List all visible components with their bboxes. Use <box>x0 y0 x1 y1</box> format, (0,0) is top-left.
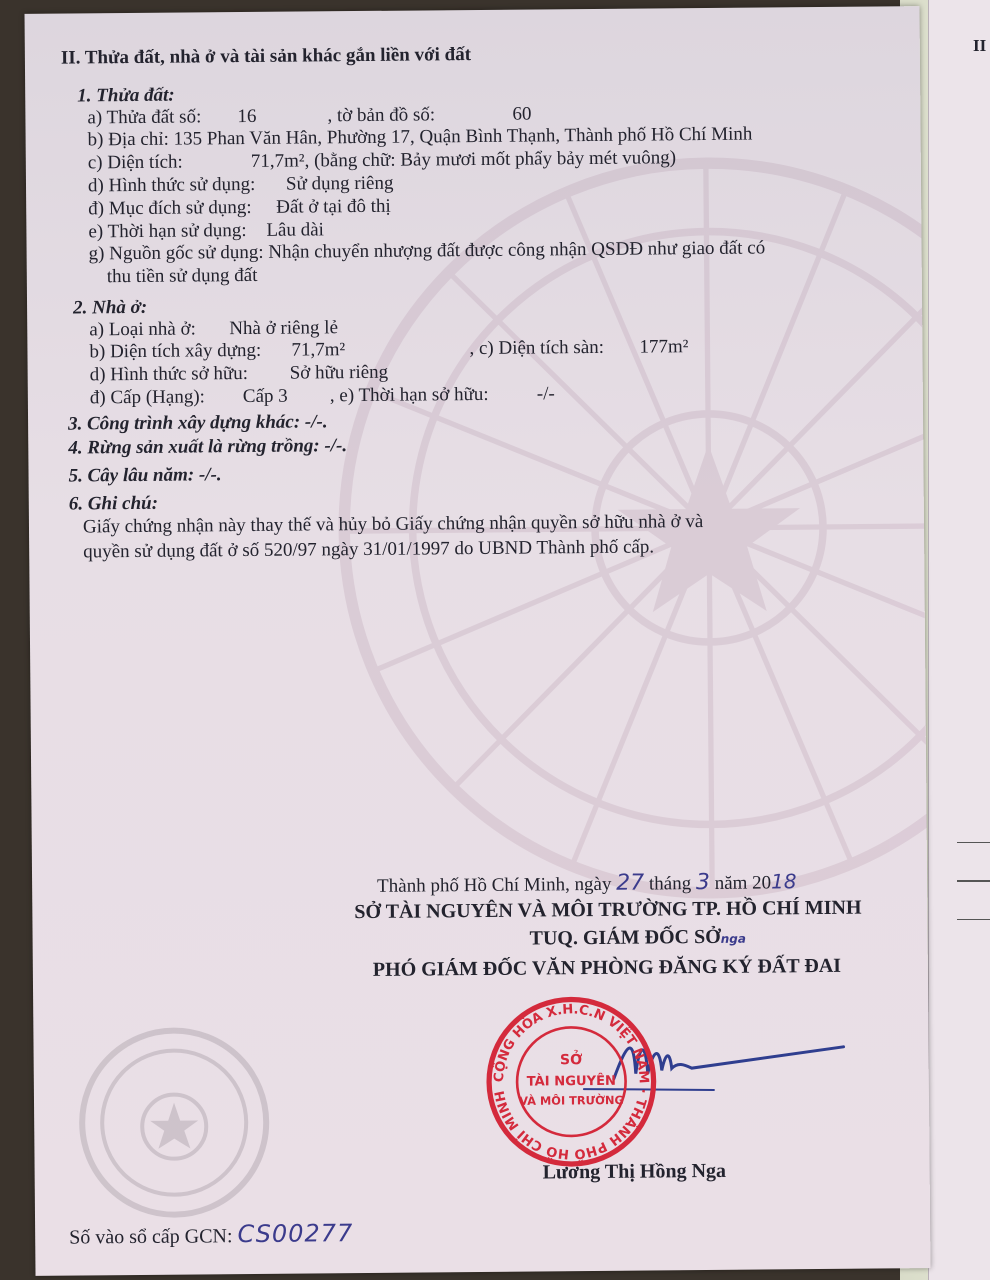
forest: 4. Rừng sản xuất là rừng trồng: -/-. <box>68 435 348 459</box>
house-heading: 2. Nhà ở: <box>72 296 148 319</box>
stamp-line-2: TÀI NGUYÊN <box>526 1073 617 1090</box>
origin-label: g) Nguồn gốc sử dụng: <box>88 241 264 265</box>
signer-name: Lương Thị Hồng Nga <box>542 1159 727 1184</box>
area-label: c) Diện tích: <box>87 151 183 174</box>
signing-date <box>377 869 797 898</box>
tuq-line <box>530 926 747 951</box>
registry-number: CS00277 <box>237 1219 354 1249</box>
stamp-line-3: VÀ MÔI TRƯỜNG <box>519 1092 624 1108</box>
floor-area-label: , c) Diện tích sàn: <box>469 336 605 360</box>
usage-form-value: Sử dụng riêng <box>285 172 394 195</box>
official-red-stamp <box>483 993 660 1170</box>
tuq-text: TUQ. GIÁM ĐỐC SỞ <box>529 925 721 950</box>
own-term-value: -/- <box>536 383 555 405</box>
floor-area-value: 177m² <box>639 336 689 358</box>
term-label: e) Thời hạn sử dụng: <box>88 219 247 243</box>
section-title: II. Thửa đất, nhà ở và tài sản khác gắn liền với đất <box>60 44 472 69</box>
tuq-initials: nga <box>720 931 747 946</box>
ownership-label: d) Hình thức sở hữu: <box>89 362 249 386</box>
map-number: 60 <box>512 103 532 125</box>
term-value: Lâu dài <box>266 219 325 241</box>
next-page-fragment: II <box>973 36 987 55</box>
build-area-value: 71,7m² <box>291 339 346 361</box>
address-label: b) Địa chỉ: <box>87 128 169 151</box>
usage-form-label: d) Hình thức sử dụng: <box>87 173 256 197</box>
year-label: năm 20 <box>714 872 772 894</box>
next-page-edge <box>928 0 990 1280</box>
agency-name: SỞ TÀI NGUYÊN VÀ MÔI TRƯỜNG TP. HỒ CHÍ MINH <box>354 896 862 924</box>
address-value: 135 Phan Văn Hân, Phường 17, Quận Bình Thạnh, Thành phố Hồ Chí Minh <box>173 123 753 150</box>
registry-row <box>69 1219 353 1249</box>
plot-label: a) Thửa đất số: <box>87 106 202 129</box>
notes-line-1: Giấy chứng nhận này thay thế và hủy bỏ Giấy chứng nhận quyền sở hữu nhà ở và <box>82 511 704 538</box>
next-page-table-row <box>957 880 990 920</box>
signing-place: Thành phố Hồ Chí Minh, ngày <box>377 873 612 897</box>
own-term-label: , e) Thời hạn sở hữu: <box>329 383 489 407</box>
perennial-trees: 5. Cây lâu năm: -/-. <box>68 464 222 487</box>
signing-day: 27 <box>616 870 645 896</box>
stamp-outer-text: CỘNG HÒA X.H.C.N VIỆT NAM · THÀNH PHỐ HỒ CHÍ MINH <box>491 1002 651 1162</box>
origin-continuation: thu tiền sử dụng đất <box>106 264 258 288</box>
registry-label: Số vào sổ cấp GCN: <box>69 1225 233 1249</box>
house-type-label: a) Loại nhà ở: <box>89 318 196 341</box>
other-construction: 3. Công trình xây dựng khác: -/-. <box>67 411 328 435</box>
signing-year-suffix: 18 <box>771 869 797 894</box>
house-type-value: Nhà ở riêng lẻ <box>229 317 339 340</box>
stamp-line-1: SỞ <box>559 1052 583 1069</box>
plot-number: 16 <box>237 105 257 128</box>
embossed-seal <box>73 1022 275 1224</box>
land-heading: 1. Thửa đất: <box>77 84 175 107</box>
ownership-value: Sở hữu riêng <box>289 361 389 384</box>
next-page-table-row <box>957 842 990 882</box>
purpose-value: Đất ở tại đô thị <box>276 195 391 218</box>
signing-month: 3 <box>695 869 711 896</box>
map-label: , tờ bản đồ số: <box>327 104 436 127</box>
certificate-page <box>25 6 931 1276</box>
build-area-label: b) Diện tích xây dựng: <box>89 339 262 363</box>
role-title: PHÓ GIÁM ĐỐC VĂN PHÒNG ĐĂNG KÝ ĐẤT ĐAI <box>372 954 842 981</box>
origin-value: Nhận chuyển nhượng đất được công nhận QSDĐ như giao đất có <box>268 237 766 263</box>
purpose-label: đ) Mục đích sử dụng: <box>88 196 252 220</box>
grade-label: đ) Cấp (Hạng): <box>89 386 205 409</box>
notes-heading: 6. Ghi chú: <box>68 492 159 515</box>
area-value: 71,7m², (bằng chữ: Bảy mươi mốt phẩy bảy mét vuông) <box>250 147 677 172</box>
notes-line-2: quyền sử dụng đất ở số 520/97 ngày 31/01/1997 do UBND Thành phố cấp. <box>83 536 655 563</box>
grade-value: Cấp 3 <box>242 385 288 408</box>
month-label: tháng <box>648 873 692 895</box>
